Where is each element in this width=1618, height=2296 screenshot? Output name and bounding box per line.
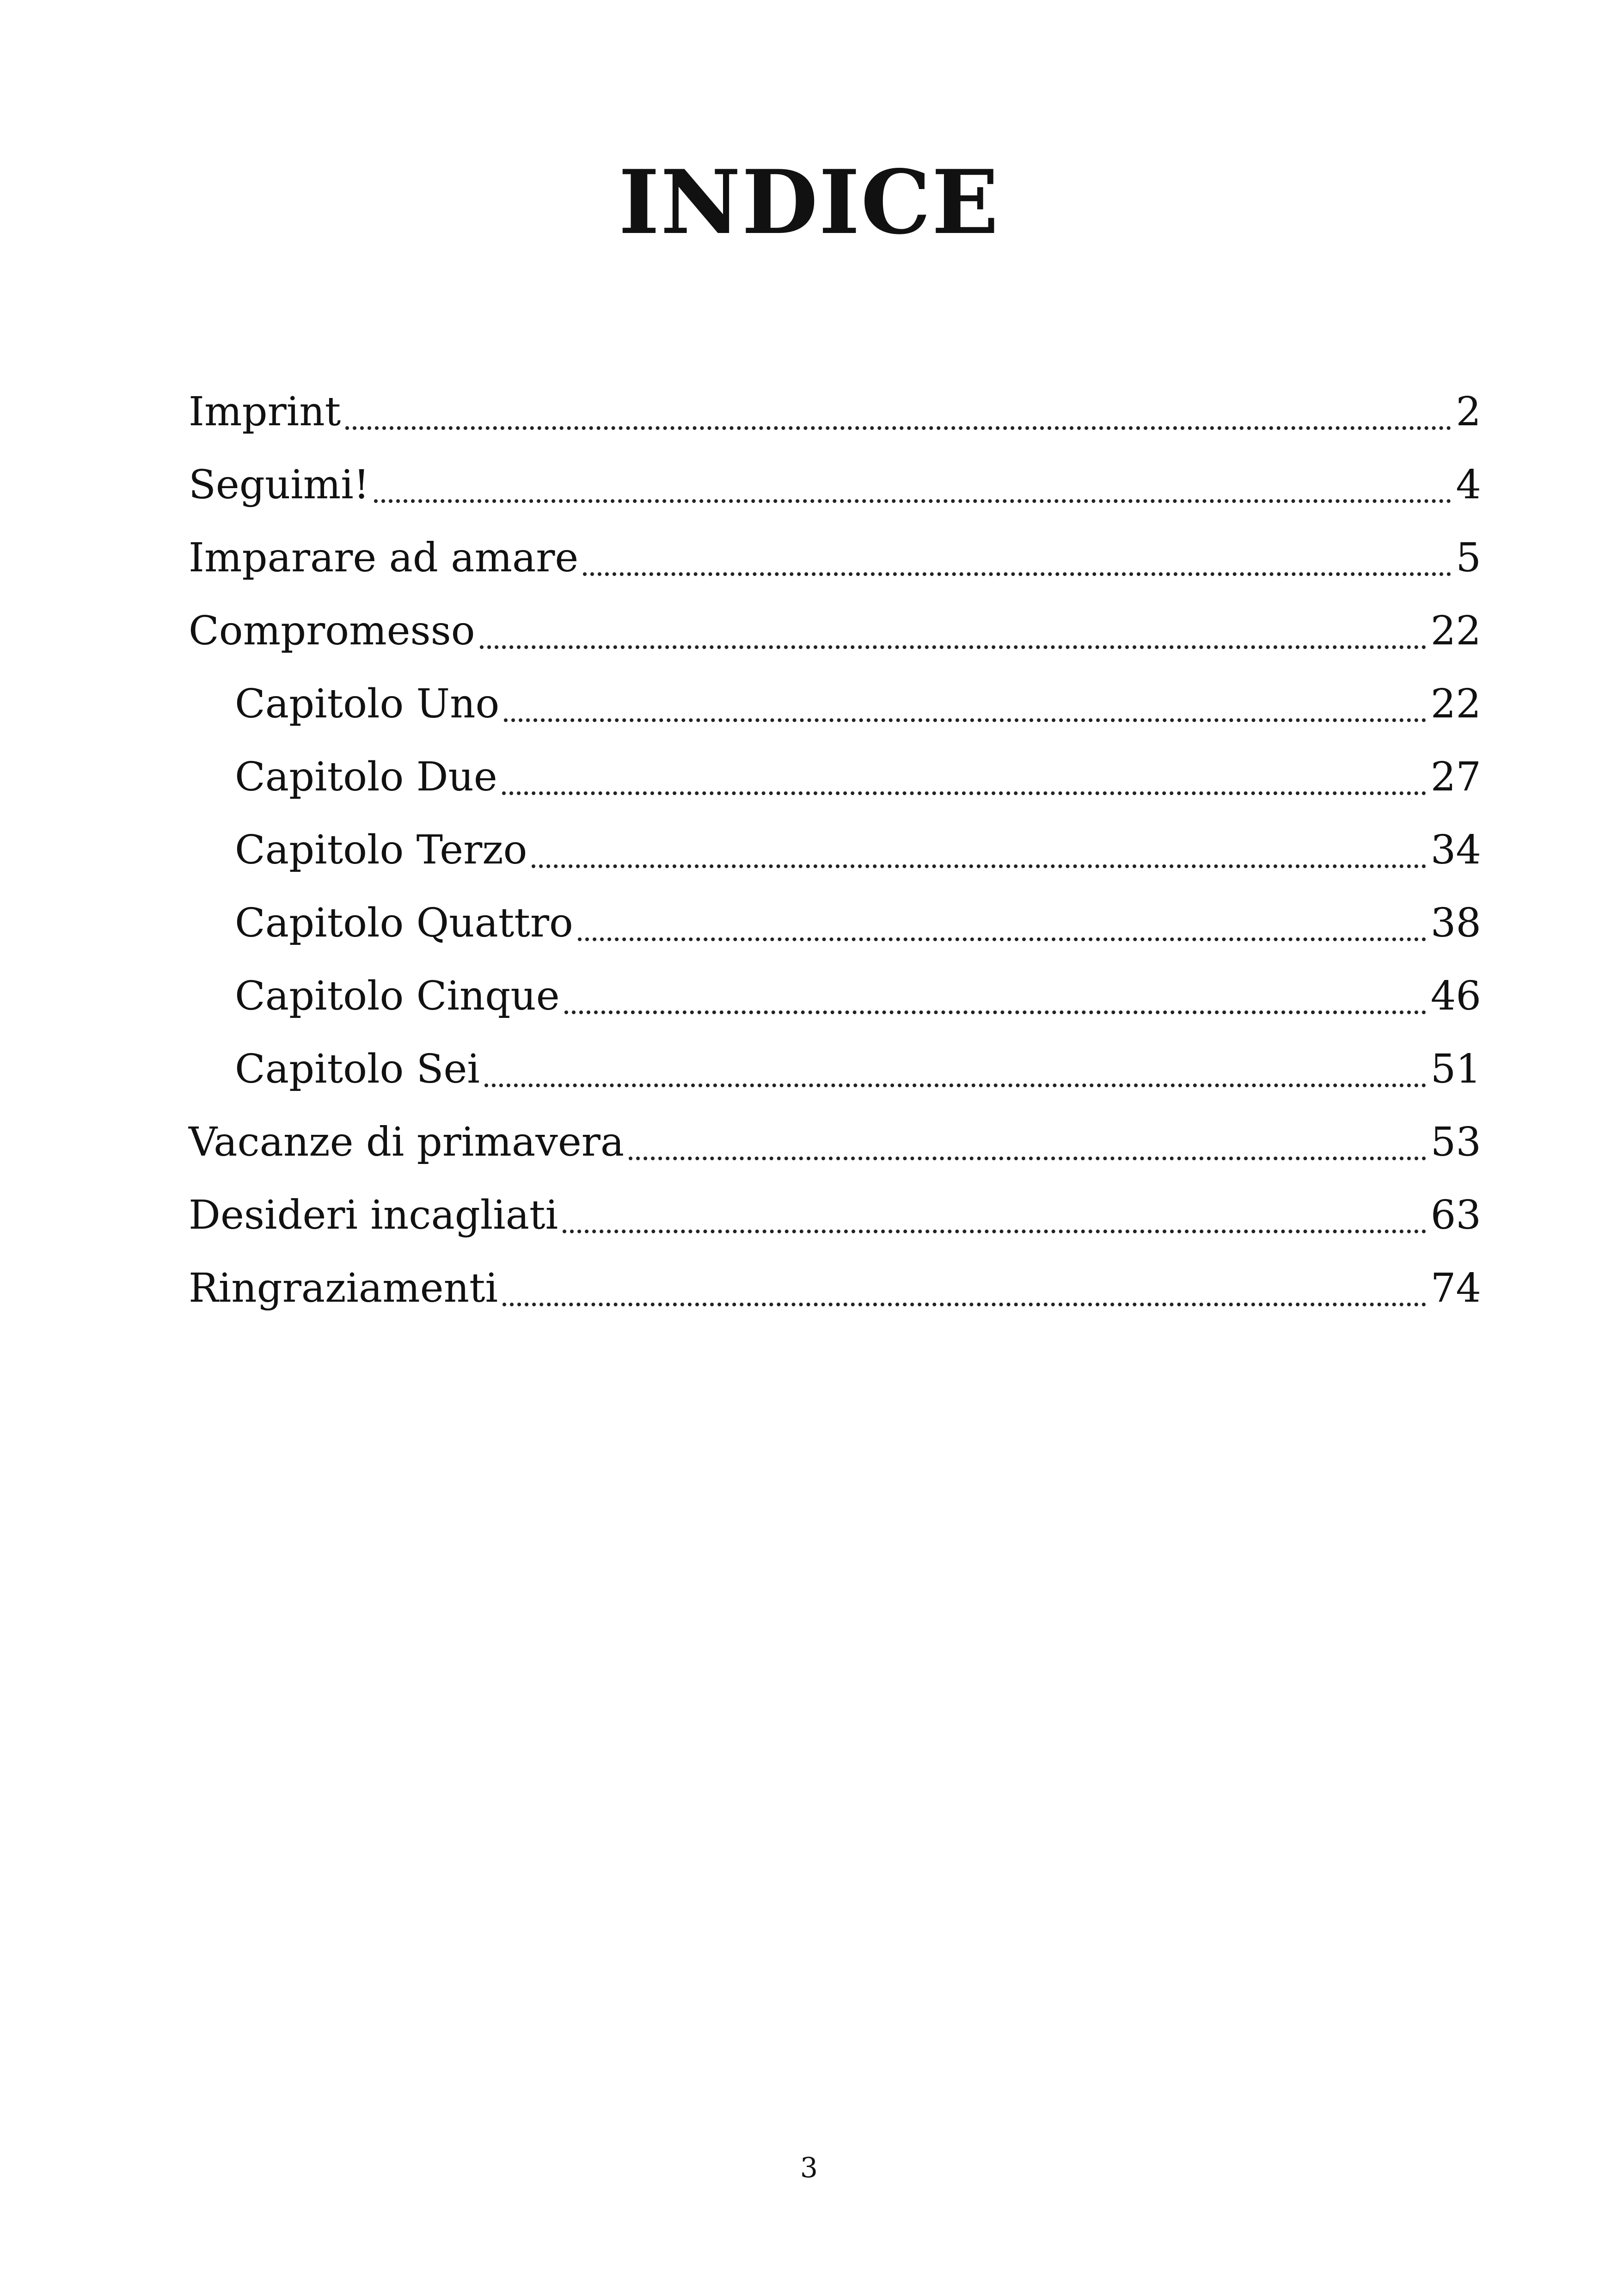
toc-entry-capitolo-cinque[interactable] [189, 960, 1481, 1033]
toc-entry-seguimi[interactable] [189, 448, 1481, 521]
toc-entry-label: Capitolo Terzo [235, 827, 527, 873]
toc-entry-page-number: 2 [1456, 389, 1481, 435]
dot-leader [578, 887, 1426, 960]
page-title: INDICE [618, 151, 1000, 254]
dot-leader [480, 594, 1426, 667]
toc-entry-label: Ringraziamenti [189, 1265, 498, 1311]
toc-entry-label: Capitolo Uno [235, 681, 500, 727]
table-of-contents [189, 375, 1481, 1325]
toc-entry-vacanze-di-primavera[interactable] [189, 1106, 1481, 1179]
toc-entry-desideri-incagliati[interactable] [189, 1179, 1481, 1252]
dot-leader [504, 667, 1426, 741]
dot-leader [583, 521, 1451, 594]
dot-leader [345, 375, 1451, 448]
page-number: 3 [800, 2152, 818, 2184]
toc-entry-ringraziamenti[interactable] [189, 1252, 1481, 1325]
toc-entry-capitolo-sei[interactable] [189, 1033, 1481, 1106]
toc-entry-page-number: 38 [1430, 900, 1481, 946]
dot-leader [484, 1033, 1426, 1106]
toc-entry-page-number: 51 [1430, 1046, 1481, 1092]
toc-entry-label: Seguimi! [189, 462, 370, 508]
dot-leader [564, 960, 1426, 1033]
dot-leader [502, 741, 1426, 814]
toc-entry-label: Capitolo Quattro [235, 900, 573, 946]
toc-entry-label: Capitolo Sei [235, 1046, 480, 1092]
toc-entry-page-number: 63 [1430, 1192, 1481, 1238]
toc-entry-label: Imprint [189, 389, 341, 435]
dot-leader [629, 1106, 1426, 1179]
toc-entry-page-number: 74 [1430, 1265, 1481, 1311]
toc-entry-compromesso[interactable] [189, 594, 1481, 667]
toc-entry-label: Vacanze di primavera [189, 1119, 625, 1165]
toc-entry-imparare-ad-amare[interactable] [189, 521, 1481, 594]
toc-entry-page-number: 4 [1456, 462, 1481, 508]
toc-entry-page-number: 22 [1430, 608, 1481, 654]
toc-entry-label: Desideri incagliati [189, 1192, 558, 1238]
toc-entry-imprint[interactable] [189, 375, 1481, 448]
toc-entry-page-number: 5 [1456, 535, 1481, 581]
toc-entry-capitolo-due[interactable] [189, 741, 1481, 814]
dot-leader [532, 814, 1426, 887]
toc-entry-capitolo-terzo[interactable] [189, 814, 1481, 887]
toc-entry-page-number: 34 [1430, 827, 1481, 873]
dot-leader [503, 1252, 1426, 1325]
dot-leader [374, 448, 1451, 521]
toc-entry-capitolo-quattro[interactable] [189, 887, 1481, 960]
toc-entry-page-number: 53 [1430, 1119, 1481, 1165]
dot-leader [563, 1179, 1426, 1252]
toc-entry-label: Capitolo Due [235, 754, 497, 800]
toc-entry-label: Imparare ad amare [189, 535, 579, 581]
toc-entry-page-number: 27 [1430, 754, 1481, 800]
toc-entry-label: Compromesso [189, 608, 475, 654]
toc-entry-label: Capitolo Cinque [235, 973, 560, 1019]
toc-entry-capitolo-uno[interactable] [189, 667, 1481, 741]
toc-entry-page-number: 22 [1430, 681, 1481, 727]
toc-entry-page-number: 46 [1430, 973, 1481, 1019]
